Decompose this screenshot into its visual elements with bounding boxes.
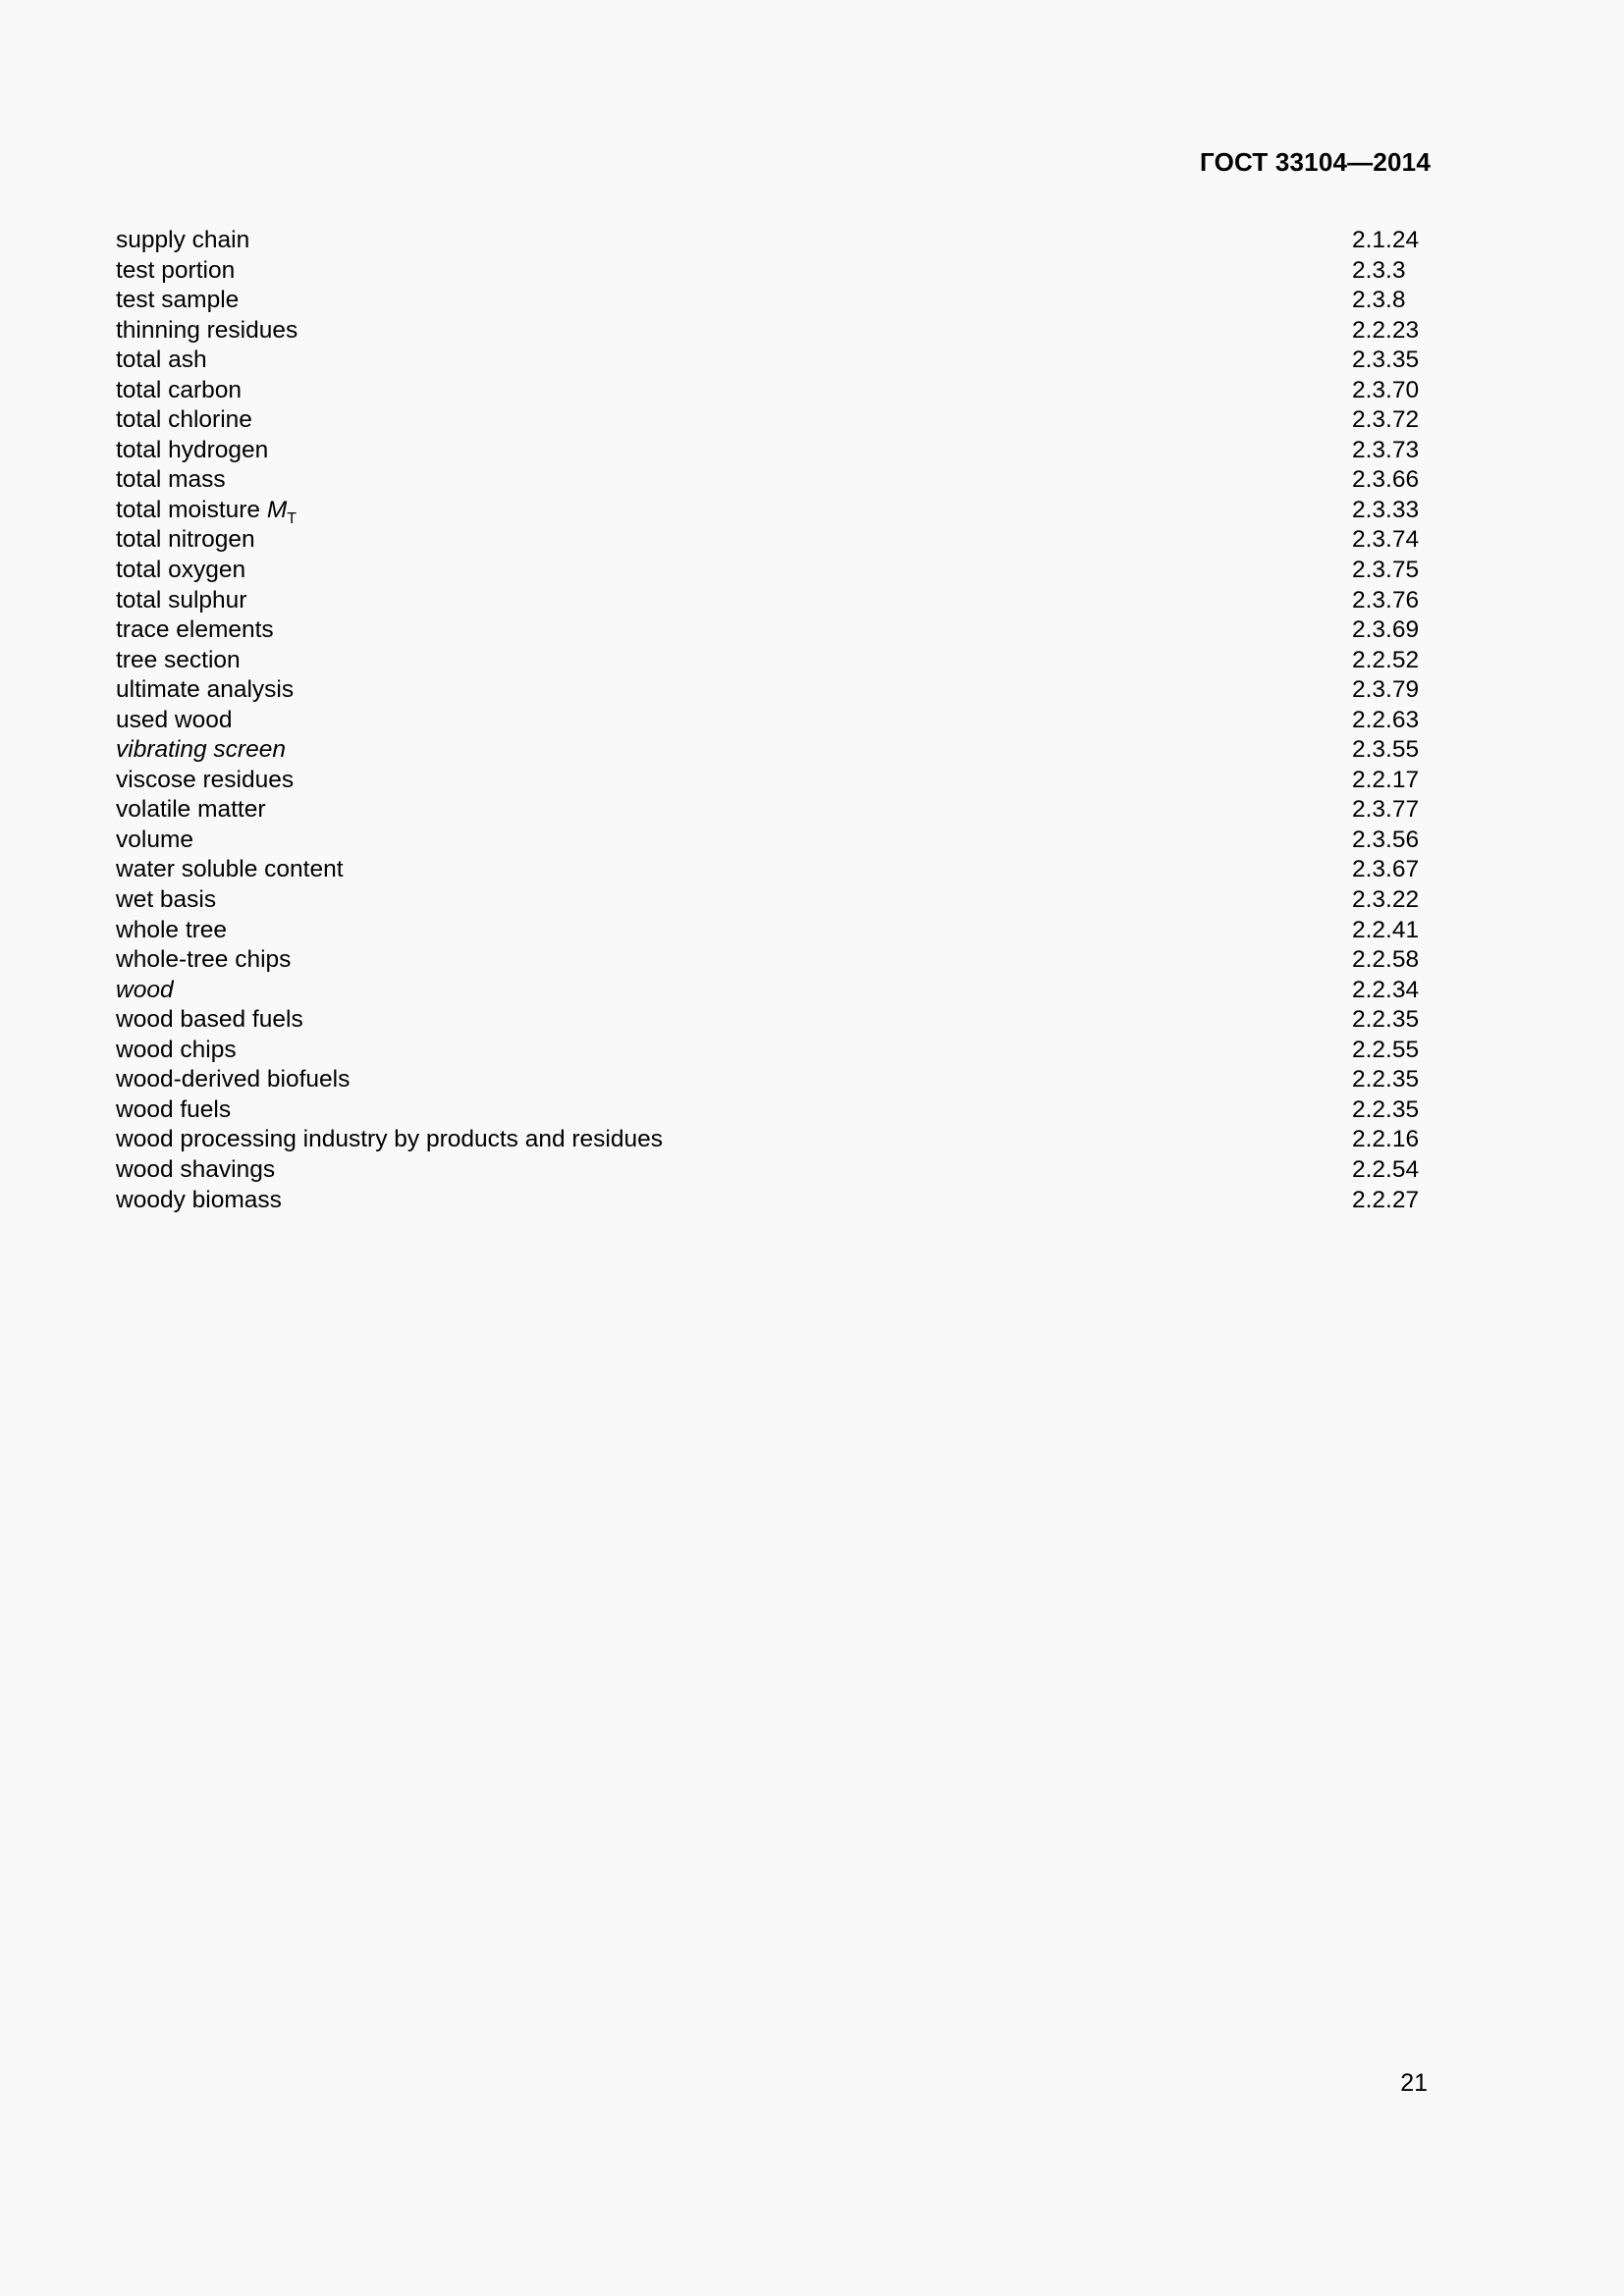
index-term-text: whole tree xyxy=(116,916,228,943)
index-ref: 2.3.67 xyxy=(1352,856,1420,883)
index-entry xyxy=(116,465,1422,496)
index-term-text: ultimate analysis xyxy=(116,676,295,704)
index-term xyxy=(116,1065,350,1095)
index-term-text: water soluble content xyxy=(116,856,344,883)
index-term xyxy=(116,1125,663,1155)
index-entry xyxy=(116,766,1422,796)
index-term xyxy=(116,675,294,706)
index-term-text: wet basis xyxy=(116,886,217,914)
index-term xyxy=(116,885,216,916)
index-ref: 2.2.34 xyxy=(1352,976,1420,1003)
index-ref: 2.3.79 xyxy=(1352,676,1420,704)
index-ref: 2.2.23 xyxy=(1352,316,1420,344)
index-term-text: total mass xyxy=(116,466,226,494)
index-term-text: volatile matter xyxy=(116,796,266,824)
index-term-text: wood based fuels xyxy=(116,1006,303,1034)
index-ref: 2.2.58 xyxy=(1352,946,1420,974)
index-term-text: wood processing industry by products and residues xyxy=(116,1126,664,1153)
index-entry xyxy=(116,316,1422,347)
index-term xyxy=(116,1095,231,1126)
index-ref: 2.2.52 xyxy=(1352,646,1420,673)
index-term xyxy=(116,735,286,766)
index-entry xyxy=(116,826,1422,856)
index-term xyxy=(116,286,239,316)
index-ref: 2.3.8 xyxy=(1352,287,1406,314)
index-ref: 2.3.33 xyxy=(1352,496,1420,523)
index-term xyxy=(116,525,255,556)
index-term xyxy=(116,256,235,287)
index-term xyxy=(116,976,174,1006)
index-ref: 2.2.35 xyxy=(1352,1066,1420,1094)
index-ref: 2.3.74 xyxy=(1352,526,1420,554)
index-ref: 2.3.3 xyxy=(1352,256,1406,284)
index-term-text: total hydrogen xyxy=(116,436,269,463)
index-ref: 2.2.54 xyxy=(1352,1155,1420,1183)
index-term xyxy=(116,706,233,736)
index-entry xyxy=(116,885,1422,916)
index-entry xyxy=(116,646,1422,676)
index-term-text: wood chips xyxy=(116,1036,237,1063)
index-term xyxy=(116,1005,303,1036)
index-ref: 2.3.76 xyxy=(1352,586,1420,614)
index-ref: 2.2.41 xyxy=(1352,916,1420,943)
index-entry xyxy=(116,256,1422,287)
index-entry xyxy=(116,675,1422,706)
index-term-text: total nitrogen xyxy=(116,526,255,554)
index-term xyxy=(116,1186,282,1216)
index-term xyxy=(116,346,207,376)
index-term-text: total carbon xyxy=(116,376,243,403)
index-term-text: supply chain xyxy=(116,227,250,253)
index-term xyxy=(116,465,226,496)
index-ref: 2.3.77 xyxy=(1352,796,1420,824)
index-ref: 2.3.72 xyxy=(1352,406,1420,434)
index-term-text: total moisture xyxy=(116,496,267,523)
index-term-text: woody biomass xyxy=(116,1186,282,1213)
index-term xyxy=(116,795,266,826)
index-term xyxy=(116,615,274,646)
index-entry xyxy=(116,436,1422,466)
index-term-text: wood-derived biofuels xyxy=(116,1066,351,1094)
index-ref: 2.2.63 xyxy=(1352,706,1420,733)
index-ref: 2.2.55 xyxy=(1352,1036,1420,1063)
index-term-text: volume xyxy=(116,826,193,853)
index-term xyxy=(116,586,246,616)
index-term-text: total chlorine xyxy=(116,406,252,434)
index-ref: 2.3.73 xyxy=(1352,436,1420,463)
index-term xyxy=(116,1155,275,1186)
index-ref: 2.3.69 xyxy=(1352,616,1420,644)
index-term-text: total sulphur xyxy=(116,586,247,614)
index-ref: 2.2.35 xyxy=(1352,1006,1420,1034)
index-entry xyxy=(116,615,1422,646)
index-term-text: thinning residues xyxy=(116,316,298,344)
page-number: 21 xyxy=(1400,2069,1428,2097)
index-entry xyxy=(116,496,1422,526)
index-term xyxy=(116,376,242,406)
index-ref: 2.2.16 xyxy=(1352,1126,1420,1153)
index-term xyxy=(116,766,294,796)
index-entry xyxy=(116,405,1422,436)
index-entry xyxy=(116,1186,1422,1216)
index-ref: 2.1.24 xyxy=(1352,227,1420,253)
index-term xyxy=(116,916,227,946)
index-entry xyxy=(116,226,1422,256)
index-term-text: tree section xyxy=(116,646,241,673)
document-header: ГОСТ 33104—2014 xyxy=(1200,147,1431,177)
index-term-text: total oxygen xyxy=(116,557,246,584)
index-entry xyxy=(116,556,1422,586)
index-term-text: trace elements xyxy=(116,616,274,644)
index-ref: 2.2.35 xyxy=(1352,1095,1420,1123)
index-term-text: whole-tree chips xyxy=(116,946,292,974)
index-term-symbol: M xyxy=(266,496,288,523)
index-term-text: test portion xyxy=(116,256,236,284)
index-entry xyxy=(116,1095,1422,1126)
index-entry xyxy=(116,1125,1422,1155)
index-term xyxy=(116,405,252,436)
index-term-text: wood fuels xyxy=(116,1095,232,1123)
index-ref: 2.3.66 xyxy=(1352,466,1420,494)
index-ref: 2.3.55 xyxy=(1352,736,1420,764)
index-term xyxy=(116,316,298,347)
index-term xyxy=(116,945,291,976)
index-ref: 2.2.27 xyxy=(1352,1186,1420,1213)
index-entry xyxy=(116,1065,1422,1095)
index-ref: 2.3.22 xyxy=(1352,886,1420,914)
index-entry xyxy=(116,586,1422,616)
index-entry xyxy=(116,976,1422,1006)
index-term-subscript: T xyxy=(287,509,298,527)
index-term-text: wood shavings xyxy=(116,1155,276,1183)
index-entry xyxy=(116,1036,1422,1066)
index-term-text: used wood xyxy=(116,706,233,733)
index-entry xyxy=(116,286,1422,316)
index-entry xyxy=(116,706,1422,736)
index-term xyxy=(116,436,268,466)
index-entry xyxy=(116,525,1422,556)
index-term-text: wood xyxy=(116,976,174,1003)
index-entry xyxy=(116,945,1422,976)
index-ref: 2.2.17 xyxy=(1352,766,1420,793)
index-ref: 2.3.70 xyxy=(1352,376,1420,403)
index-term xyxy=(116,646,241,676)
index-term xyxy=(116,855,344,885)
index-entry xyxy=(116,855,1422,885)
index-term xyxy=(116,826,193,856)
index-term xyxy=(116,1036,237,1066)
index-entry xyxy=(116,735,1422,766)
index-ref: 2.3.35 xyxy=(1352,347,1420,374)
index-term xyxy=(116,226,249,256)
index-term-text: vibrating screen xyxy=(116,736,286,764)
index-entry xyxy=(116,795,1422,826)
index-entry xyxy=(116,916,1422,946)
index-term-text: test sample xyxy=(116,287,240,314)
index-entry xyxy=(116,346,1422,376)
index-entry xyxy=(116,1005,1422,1036)
index-ref: 2.3.56 xyxy=(1352,826,1420,853)
index-term xyxy=(116,496,297,526)
index-entry xyxy=(116,376,1422,406)
alphabetical-index xyxy=(116,226,1422,1215)
index-term xyxy=(116,556,245,586)
index-ref: 2.3.75 xyxy=(1352,557,1420,584)
index-term-text: viscose residues xyxy=(116,766,295,793)
index-term-text: total ash xyxy=(116,347,207,374)
index-entry xyxy=(116,1155,1422,1186)
